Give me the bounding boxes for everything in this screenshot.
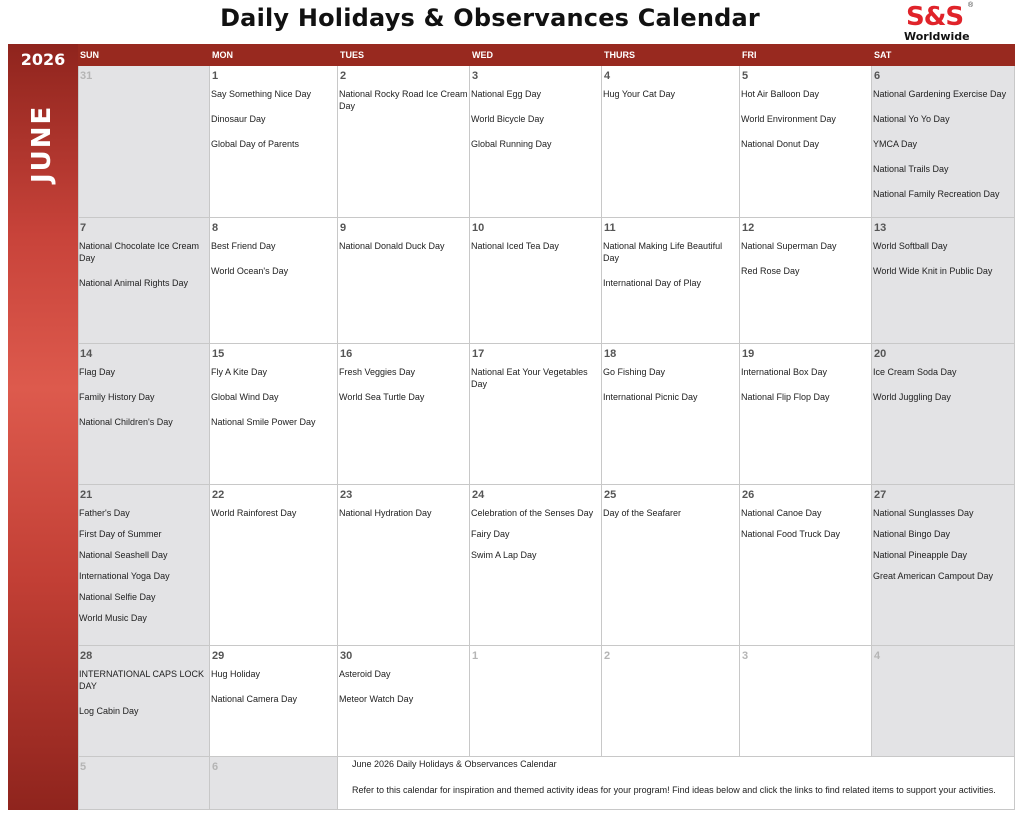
day-cell[interactable] [210, 757, 338, 810]
day-cell[interactable] [78, 344, 210, 485]
day-number: 3 [472, 70, 479, 82]
day-cell[interactable] [470, 344, 602, 485]
day-number: 29 [212, 650, 225, 662]
event-item[interactable]: National Superman Day [741, 241, 837, 251]
day-cell[interactable] [78, 646, 210, 757]
event-item[interactable]: Fairy Day [471, 529, 510, 539]
weekday-fri: FRI [742, 50, 757, 60]
day-number: 9 [340, 222, 347, 234]
event-item[interactable]: World Environment Day [741, 114, 836, 124]
day-cell[interactable] [872, 218, 1015, 344]
day-cell[interactable] [338, 66, 470, 218]
event-item[interactable]: First Day of Summer [79, 529, 162, 539]
month-label [20, 105, 66, 185]
day-cell[interactable] [338, 485, 470, 646]
day-cell[interactable] [338, 646, 470, 757]
event-item[interactable]: National Egg Day [471, 89, 542, 99]
weekday-mon: MON [212, 50, 233, 60]
day-number: 25 [604, 489, 617, 501]
day-number: 8 [212, 222, 219, 234]
day-cell[interactable] [210, 646, 338, 757]
page-title: Daily Holidays & Observances Calendar [220, 4, 760, 32]
event-item[interactable]: National Yo Yo Day [873, 114, 950, 124]
event-list [741, 507, 870, 549]
event-list [873, 507, 1013, 591]
day-cell[interactable] [872, 646, 1015, 757]
event-item[interactable]: National Making Life Beautiful Day [603, 241, 723, 263]
day-cell[interactable] [740, 218, 872, 344]
day-cell[interactable] [602, 344, 740, 485]
day-number: 26 [742, 489, 755, 501]
event-item[interactable]: International Day of Play [603, 278, 702, 288]
event-item[interactable]: Go Fishing Day [603, 367, 666, 377]
event-list [873, 88, 1013, 213]
day-cell[interactable] [470, 218, 602, 344]
note-text: Refer to this calendar for inspiration and themed activity ideas for your program! Find ideas below and click the links to find related items to support your activities. [352, 785, 996, 795]
day-number: 3 [742, 650, 749, 662]
event-item[interactable]: National Trails Day [873, 164, 949, 174]
event-list [339, 240, 468, 265]
day-number: 17 [472, 348, 485, 360]
event-item[interactable]: National Seashell Day [79, 550, 168, 560]
event-item[interactable]: National Bingo Day [873, 529, 951, 539]
day-cell[interactable] [210, 66, 338, 218]
day-number: 20 [874, 348, 887, 360]
day-number: 10 [472, 222, 485, 234]
day-number: 1 [212, 70, 219, 82]
event-list [339, 88, 468, 125]
event-list [211, 366, 336, 441]
event-item[interactable]: INTERNATIONAL CAPS LOCK DAY [79, 669, 205, 691]
event-list [873, 366, 1013, 416]
event-item[interactable]: National Food Truck Day [741, 529, 841, 539]
event-item[interactable]: World Juggling Day [873, 392, 951, 402]
weekday-wed: WED [472, 50, 493, 60]
day-number: 11 [604, 222, 616, 234]
event-item[interactable]: World Rainforest Day [211, 508, 297, 518]
event-item[interactable]: Red Rose Day [741, 266, 800, 276]
event-list [471, 88, 600, 163]
day-number: 4 [604, 70, 611, 82]
day-cell[interactable] [470, 66, 602, 218]
event-list [211, 668, 336, 718]
event-item[interactable]: Global Wind Day [211, 392, 279, 402]
event-item[interactable]: National Donut Day [741, 139, 820, 149]
event-item[interactable]: World Ocean's Day [211, 266, 289, 276]
event-item[interactable]: Global Day of Parents [211, 139, 300, 149]
day-cell[interactable] [338, 218, 470, 344]
weekday-header [78, 44, 1015, 66]
event-item[interactable]: World Sea Turtle Day [339, 392, 425, 402]
event-item[interactable]: Hug Your Cat Day [603, 89, 676, 99]
event-list [873, 240, 1013, 290]
day-number: 21 [80, 489, 93, 501]
event-item[interactable]: Swim A Lap Day [471, 550, 537, 560]
event-item[interactable]: Global Running Day [471, 139, 552, 149]
event-item[interactable]: International Box Day [741, 367, 828, 377]
day-number: 23 [340, 489, 353, 501]
event-list [741, 88, 870, 163]
event-item[interactable]: Fly A Kite Day [211, 367, 268, 377]
day-number: 7 [80, 222, 87, 234]
day-cell[interactable] [210, 485, 338, 646]
day-cell[interactable] [338, 344, 470, 485]
day-cell[interactable] [470, 646, 602, 757]
event-item[interactable]: World Wide Knit in Public Day [873, 266, 993, 276]
event-item[interactable]: National Pineapple Day [873, 550, 968, 560]
day-cell[interactable] [78, 757, 210, 810]
event-list [741, 240, 870, 290]
event-list [339, 668, 468, 718]
day-cell[interactable] [602, 485, 740, 646]
day-cell[interactable] [872, 66, 1015, 218]
day-number: 15 [212, 348, 225, 360]
event-item[interactable]: Best Friend Day [211, 241, 276, 251]
day-number: 5 [742, 70, 749, 82]
event-item[interactable]: Meteor Watch Day [339, 694, 414, 704]
event-item[interactable]: Fresh Veggies Day [339, 367, 416, 377]
day-number: 16 [340, 348, 353, 360]
event-list [603, 240, 738, 302]
day-cell[interactable] [210, 344, 338, 485]
day-number: 1 [472, 650, 479, 662]
event-item[interactable]: Hot Air Balloon Day [741, 89, 820, 99]
day-cell[interactable] [740, 344, 872, 485]
event-item[interactable]: National Hydration Day [339, 508, 432, 518]
event-item[interactable]: National Donald Duck Day [339, 241, 445, 251]
event-list [471, 366, 600, 403]
day-number: 4 [874, 650, 881, 662]
event-list [603, 507, 738, 532]
event-list [471, 507, 600, 570]
day-number: 6 [212, 761, 219, 773]
event-item[interactable]: Say Something Nice Day [211, 89, 312, 99]
event-list [603, 88, 738, 113]
day-number: 30 [340, 650, 353, 662]
day-number: 22 [212, 489, 225, 501]
event-item[interactable]: National Rocky Road Ice Cream Day [339, 89, 468, 111]
event-list [339, 507, 468, 532]
event-list [79, 240, 208, 302]
weekday-sun: SUN [80, 50, 100, 60]
day-cell[interactable] [740, 485, 872, 646]
event-item[interactable]: International Picnic Day [603, 392, 698, 402]
event-item[interactable]: National Gardening Exercise Day [873, 89, 1007, 99]
weekday-sat: SAT [874, 50, 892, 60]
day-cell[interactable] [78, 485, 210, 646]
event-list [79, 668, 208, 730]
event-item[interactable]: Father's Day [79, 508, 130, 518]
event-item[interactable]: World Music Day [79, 613, 147, 623]
event-list [211, 507, 336, 532]
day-cell[interactable] [602, 218, 740, 344]
day-cell[interactable] [78, 218, 210, 344]
day-cell[interactable] [740, 66, 872, 218]
year-label: 2026 [20, 50, 66, 69]
day-number: 13 [874, 222, 887, 234]
event-item[interactable]: National Sunglasses Day [873, 508, 974, 518]
day-number: 27 [874, 489, 887, 501]
day-cell[interactable] [872, 485, 1015, 646]
event-item[interactable]: National Selfie Day [79, 592, 156, 602]
brand-logo[interactable] [900, 2, 976, 44]
event-item[interactable]: National Iced Tea Day [471, 241, 559, 251]
event-item[interactable]: National Flip Flop Day [741, 392, 830, 402]
event-item[interactable]: National Chocolate Ice Cream Day [79, 241, 200, 263]
event-item[interactable]: National Children's Day [79, 417, 173, 427]
event-item[interactable]: National Family Recreation Day [873, 189, 1000, 199]
event-list [471, 240, 600, 265]
event-list [741, 366, 870, 416]
event-item[interactable]: Hug Holiday [211, 669, 261, 679]
day-number: 2 [604, 650, 611, 662]
event-item[interactable]: World Softball Day [873, 241, 948, 251]
event-item[interactable]: National Camera Day [211, 694, 298, 704]
event-item[interactable]: Flag Day [79, 367, 116, 377]
weekday-tues: TUES [340, 50, 365, 60]
event-item[interactable]: YMCA Day [873, 139, 918, 149]
event-list [603, 366, 738, 416]
event-item[interactable]: International Yoga Day [79, 571, 170, 581]
day-number: 28 [80, 650, 93, 662]
event-item[interactable]: Asteroid Day [339, 669, 391, 679]
event-item[interactable]: National Animal Rights Day [79, 278, 189, 288]
day-number: 12 [742, 222, 755, 234]
day-number: 14 [80, 348, 93, 360]
logo-mark: S&S [906, 2, 964, 32]
event-item[interactable]: World Bicycle Day [471, 114, 544, 124]
logo-subtitle: Worldwide [904, 30, 970, 43]
logo-registered-mark: ® [968, 2, 974, 9]
event-list [79, 507, 208, 633]
day-cell[interactable] [78, 66, 210, 218]
event-item[interactable]: Great American Campout Day [873, 571, 994, 581]
day-cell[interactable] [210, 218, 338, 344]
event-item[interactable]: Day of the Seafarer [603, 508, 682, 518]
day-number: 2 [340, 70, 347, 82]
calendar-note [338, 757, 1015, 810]
event-item[interactable]: Dinosaur Day [211, 114, 266, 124]
day-number: 31 [80, 70, 93, 82]
event-list [79, 366, 208, 441]
day-cell[interactable] [470, 485, 602, 646]
day-number: 18 [604, 348, 617, 360]
event-item[interactable]: Family History Day [79, 392, 155, 402]
event-item[interactable]: National Smile Power Day [211, 417, 316, 427]
event-list [211, 88, 336, 163]
day-number: 19 [742, 348, 755, 360]
event-item[interactable]: Ice Cream Soda Day [873, 367, 957, 377]
event-item[interactable]: Celebration of the Senses Day [471, 508, 594, 518]
event-list [211, 240, 336, 290]
event-item[interactable]: National Canoe Day [741, 508, 822, 518]
weekday-thurs: THURS [604, 50, 635, 60]
note-title: June 2026 Daily Holidays & Observances Calendar [352, 759, 557, 769]
day-number: 5 [80, 761, 87, 773]
day-cell[interactable] [602, 66, 740, 218]
event-item[interactable]: National Eat Your Vegetables Day [471, 367, 588, 389]
event-item[interactable]: Log Cabin Day [79, 706, 139, 716]
month-text: JUNE [27, 105, 57, 183]
day-cell[interactable] [602, 646, 740, 757]
day-number: 24 [472, 489, 485, 501]
day-number: 6 [874, 70, 881, 82]
day-cell[interactable] [740, 646, 872, 757]
event-list [339, 366, 468, 416]
day-cell[interactable] [872, 344, 1015, 485]
